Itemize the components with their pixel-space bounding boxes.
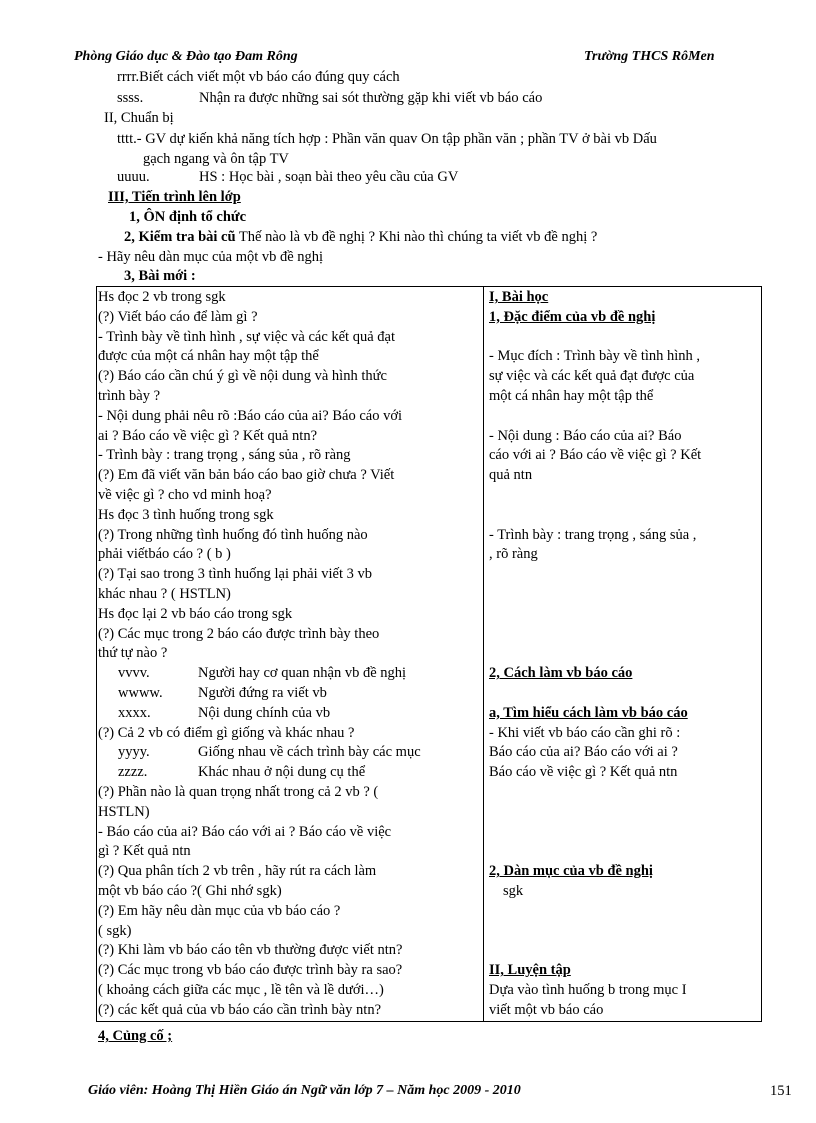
heading-how-to-sub: a, Tìm hiểu cách làm vb báo cáo [489,704,688,721]
spacer [489,783,755,803]
spacer [489,565,755,585]
activity-line: HSTLN) [98,803,150,820]
list-marker: rrrr. [117,69,140,85]
list-marker: wwww. [118,684,163,701]
activity-line: Hs đọc 2 vb trong sgk [98,289,226,305]
activity-line: (?) các kết quả của vb báo cáo cần trình bày ntn? [98,1001,382,1018]
spacer [489,486,755,506]
spacer [489,605,755,625]
heading-lesson: I, Bài học [489,289,549,305]
content-line: - Mục đích : Trình bày về tình hình , [489,348,701,365]
activity-line: thứ tự nào ? [98,645,168,662]
page-number: 151 [770,1083,792,1099]
activity-line: (?) Các mục trong vb báo cáo được trình bày ra sao? [98,962,403,979]
activity-line: gì ? Kết quả ntn [98,843,191,860]
step-review-text: Thế nào là vb đề nghị ? Khi nào thì chúng ta viết vb đề nghị ? [235,229,598,245]
spacer [489,328,755,348]
objective-1 [117,68,400,87]
section-lesson-process: III, Tiến trình lên lớp [108,189,241,205]
content-line: , rõ ràng [489,546,538,563]
activity-line: ( khoảng cách giữa các mục , lề tên và lề dưới…) [98,981,384,998]
spacer [489,941,755,961]
activity-line: (?) Tại sao trong 3 tình huống lại phải viết 3 vb [98,566,372,583]
step-review-question: - Hãy nêu dàn mục của một vb đề nghị [98,249,324,265]
content-line: Dựa vào tình huống b trong mục I [489,981,687,998]
activity-line: được của một cá nhân hay một tập thể [98,348,319,365]
list-marker: uuuu. [117,169,150,185]
activity-line: (?) Trong những tình huống đó tình huống nào [98,526,368,543]
prep-item-1-cont: gạch ngang và ôn tập TV [143,151,289,167]
activity-line: Hs đọc lại 2 vb báo cáo trong sgk [98,605,293,622]
activity-line: (?) Em đã viết văn bản báo cáo bao giờ chưa ? Viết [98,467,395,484]
header-school-name: Trường THCS RôMen [584,49,715,64]
prep-text: - GV dự kiến khả năng tích hợp : Phần văn quav On tập phần văn ; phần TV ở bài vb Dấu [136,131,657,147]
activity-line: - Nội dung phải nêu rõ :Báo cáo của ai? Báo cáo với [98,407,403,424]
step-organization: 1, ÔN định tổ chức [129,209,247,225]
list-marker: yyyy. [118,744,150,761]
activity-line: ( sgk) [98,922,132,939]
spacer [489,644,755,664]
content-line: sgk [503,882,524,899]
content-line: sự việc và các kết quả đạt được của [489,368,695,385]
spacer [489,902,755,922]
activity-line: (?) Phần nào là quan trọng nhất trong cả 2 vb ? ( [98,783,379,800]
heading-practice: II, Luyện tập [489,962,571,979]
spacer [489,585,755,605]
section-preparation: II, Chuẩn bị [104,110,174,126]
list-item [98,664,476,684]
heading-outline: 2, Dàn mục của vb đề nghị [489,863,653,880]
activity-line: (?) Cả 2 vb có điểm gì giống và khác nhau ? [98,724,355,741]
step-new-lesson: 3, Bài mới : [124,268,196,284]
heading-features: 1, Đặc điểm của vb đề nghị [489,308,656,325]
spacer [489,842,755,862]
list-item [98,743,476,763]
activity-line: Hs đọc 3 tình huống trong sgk [98,506,274,523]
list-item [98,684,476,704]
prep-item-1 [117,130,657,149]
list-marker: ssss. [117,90,144,106]
list-item-text: Khác nhau ở nội dung cụ thể [198,764,366,781]
table-column-divider [483,286,484,1022]
list-marker: zzzz. [118,764,148,781]
footer-text: Giáo viên: Hoàng Thị Hiền Giáo án Ngữ văn lớp 7 – Năm học 2009 - 2010 [88,1083,521,1098]
spacer [489,823,755,843]
spacer [489,506,755,526]
activity-line: (?) Qua phân tích 2 vb trên , hãy rút ra cách làm [98,863,377,880]
spacer [489,803,755,823]
list-marker: vvvv. [118,665,150,682]
list-marker: xxxx. [118,704,151,721]
activity-line: (?) Khi làm vb báo cáo tên vb thường được viết ntn? [98,942,403,959]
content-line: - Khi viết vb báo cáo cần ghi rõ : [489,724,681,741]
content-line: Báo cáo của ai? Báo cáo với ai ? [489,744,678,761]
activity-line: khác nhau ? ( HSTLN) [98,585,231,602]
activity-line: về việc gì ? cho vd minh hoạ? [98,486,272,503]
activity-line: (?) Viết báo cáo để làm gì ? [98,308,258,325]
activity-line: (?) Báo cáo cần chú ý gì về nội dung và hình thức [98,368,387,385]
spacer [489,625,755,645]
spacer [489,407,755,427]
content-line: viết một vb báo cáo [489,1001,604,1018]
content-line: quả ntn [489,467,533,484]
activities-column [98,288,476,1020]
list-marker: tttt. [117,131,137,147]
activity-line: một vb báo cáo ?( Ghi nhớ sgk) [98,882,282,899]
activity-line: (?) Em hãy nêu dàn mục của vb báo cáo ? [98,902,341,919]
activity-line: trình bày ? [98,387,161,404]
prep-text: HS : Học bài , soạn bài theo yêu cầu của GV [199,169,459,185]
content-line: - Trình bày : trang trọng , sáng sủa , [489,526,697,543]
prep-item-2 [117,168,458,187]
content-line: Báo cáo về việc gì ? Kết quả ntn [489,764,678,781]
activity-line: - Trình bày về tình hình , sự việc và các kết quả đạt [98,328,395,345]
activity-line: phải viếtbáo cáo ? ( b ) [98,546,231,563]
activity-line: - Báo cáo của ai? Báo cáo với ai ? Báo cáo về việc [98,823,392,840]
content-line: cáo với ai ? Báo cáo về việc gì ? Kết [489,447,702,464]
activity-line: (?) Các mục trong 2 báo cáo được trình bày theo [98,625,380,642]
objective-2 [117,89,542,108]
spacer [489,922,755,942]
list-item-text: Người đứng ra viết vb [198,684,327,701]
objective-text: Biết cách viết một vb báo cáo đúng quy cách [139,69,400,85]
content-line: một cá nhân hay một tập thể [489,387,654,404]
heading-how-to: 2, Cách làm vb báo cáo [489,665,633,682]
list-item-text: Giống nhau về cách trình bày các mục [198,744,421,761]
list-item [98,704,476,724]
list-item [98,763,476,783]
spacer [489,684,755,704]
step-review-label: 2, Kiểm tra bài cũ [124,229,236,245]
step-review [124,228,597,247]
list-item-text: Nội dung chính của vb [198,704,331,721]
content-line: - Nội dung : Báo cáo của ai? Báo [489,427,682,444]
activity-line: ai ? Báo cáo về việc gì ? Kết quả ntn? [98,427,318,444]
header-school-department: Phòng Giáo dục & Đào tạo Đam Rông [74,49,298,64]
content-column [489,288,755,1020]
activity-line: - Trình bày : trang trọng , sáng sủa , rõ ràng [98,447,351,464]
list-item-text: Người hay cơ quan nhận vb đề nghị [198,665,407,682]
step-consolidation: 4, Củng cố ; [98,1028,173,1044]
objective-text: Nhận ra được những sai sót thường gặp khi viết vb báo cáo [199,90,543,106]
